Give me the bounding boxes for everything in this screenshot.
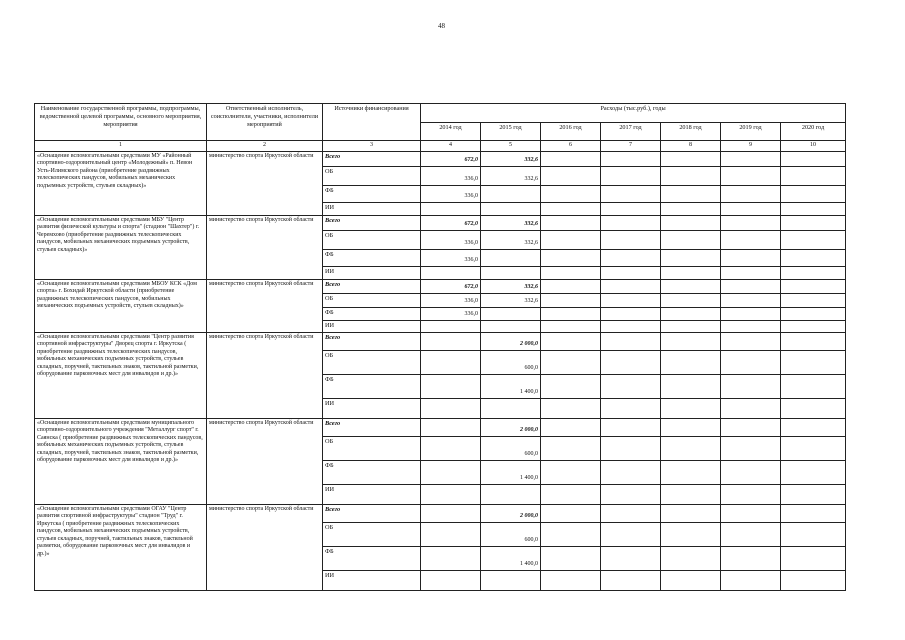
column-index: 4 — [421, 141, 481, 152]
table-row — [35, 418, 846, 436]
header-year: 2020 год — [781, 123, 846, 141]
empty-amount-cell — [661, 307, 721, 320]
amount-cell — [421, 522, 481, 546]
empty-amount-cell — [661, 332, 721, 350]
header-year: 2019 год — [721, 123, 781, 141]
funding-source: Всего — [323, 332, 421, 350]
amount-cell: 336,0 — [421, 166, 481, 185]
amount-cell — [421, 202, 481, 215]
header-year: 2014 год — [421, 123, 481, 141]
expenses-table — [34, 103, 846, 591]
empty-amount-cell — [721, 307, 781, 320]
empty-amount-cell — [661, 293, 721, 307]
empty-amount-cell — [661, 185, 721, 202]
amount-cell: 2 000,0 — [481, 418, 541, 436]
empty-amount-cell — [721, 398, 781, 418]
empty-amount-cell — [781, 307, 846, 320]
funding-source: ИИ — [323, 320, 421, 332]
column-index-row — [35, 141, 846, 152]
empty-amount-cell — [661, 522, 721, 546]
header-name: Наименование государственной программы, подпрограммы, ведомственной целевой программы, основного мероприятия, мероприятия — [35, 104, 207, 141]
measure-executor: министерство спорта Иркутской области — [207, 279, 323, 332]
empty-amount-cell — [601, 484, 661, 504]
empty-amount-cell — [601, 350, 661, 374]
amount-cell — [481, 398, 541, 418]
empty-amount-cell — [541, 249, 601, 266]
funding-source: ОБ — [323, 436, 421, 460]
funding-source: ИИ — [323, 484, 421, 504]
empty-amount-cell — [781, 570, 846, 590]
empty-amount-cell — [781, 166, 846, 185]
empty-amount-cell — [721, 279, 781, 293]
funding-source: ФБ — [323, 249, 421, 266]
measure-executor: министерство спорта Иркутской области — [207, 418, 323, 504]
measure-name: «Оснащение вспомогательными средствами муниципального спортивно-оздоровительного учреждения "Металлург спорт" г. Саянска ( приобретение раздвижных телескопических пандусов, мобильных механических подъемных устройств, стульев складных, поручней, тактильных знаков, тактильной разметки, оборудование парковочных мест для инвалидов и др.)» — [35, 418, 207, 504]
empty-amount-cell — [541, 460, 601, 484]
funding-source: ФБ — [323, 460, 421, 484]
empty-amount-cell — [721, 350, 781, 374]
empty-amount-cell — [721, 546, 781, 570]
empty-amount-cell — [721, 504, 781, 522]
header-expenses: Расходы (тыс.руб.), годы — [421, 104, 846, 123]
measure-name: «Оснащение вспомогательными средствами ОГАУ "Центр развития спортивной инфраструктуры" стадион "Труд" г. Иркутска ( приобретение раздвижных телескопических пандусов, мобильных механических подъемных устройств, стульев складных, поручней, тактильных знаков, тактильной разметки, оборудование парковочных мест для инвалидов и др.)» — [35, 504, 207, 590]
empty-amount-cell — [601, 293, 661, 307]
header-year: 2016 год — [541, 123, 601, 141]
empty-amount-cell — [781, 185, 846, 202]
column-index: 1 — [35, 141, 207, 152]
empty-amount-cell — [661, 484, 721, 504]
empty-amount-cell — [661, 504, 721, 522]
amount-cell — [481, 185, 541, 202]
funding-source: ФБ — [323, 374, 421, 398]
amount-cell: 336,0 — [421, 230, 481, 249]
empty-amount-cell — [661, 546, 721, 570]
empty-amount-cell — [721, 320, 781, 332]
empty-amount-cell — [601, 279, 661, 293]
funding-source: Всего — [323, 151, 421, 166]
header-year: 2015 год — [481, 123, 541, 141]
funding-source: Всего — [323, 418, 421, 436]
column-index: 5 — [481, 141, 541, 152]
amount-cell — [421, 398, 481, 418]
measure-name: «Оснащение вспомогательными средствами МУ «Районный спортивно-оздоровительный центр «Молодежный» п. Невон Усть-Илимского района (приобретение раздвижных телескопических пандусов, мобильных механических подъемных устройств, стульев складных)» — [35, 151, 207, 215]
empty-amount-cell — [601, 185, 661, 202]
amount-cell: 336,0 — [421, 307, 481, 320]
empty-amount-cell — [781, 215, 846, 230]
measure-executor: министерство спорта Иркутской области — [207, 504, 323, 590]
empty-amount-cell — [721, 570, 781, 590]
funding-source: ИИ — [323, 570, 421, 590]
empty-amount-cell — [601, 436, 661, 460]
amount-cell — [481, 249, 541, 266]
empty-amount-cell — [601, 522, 661, 546]
empty-amount-cell — [541, 151, 601, 166]
funding-source: Всего — [323, 215, 421, 230]
empty-amount-cell — [661, 398, 721, 418]
funding-source: ФБ — [323, 185, 421, 202]
empty-amount-cell — [781, 279, 846, 293]
amount-cell — [481, 570, 541, 590]
measure-executor: министерство спорта Иркутской области — [207, 151, 323, 215]
empty-amount-cell — [601, 151, 661, 166]
empty-amount-cell — [541, 570, 601, 590]
measure-name: «Оснащение вспомогательными средствами МБОУ КСК «Дом спорта» г. Бохидай Иркутской области (приобретение раздвижных телескопических пандусов, мобильных механических подъемных устройств, стульев складных)» — [35, 279, 207, 332]
empty-amount-cell — [781, 230, 846, 249]
empty-amount-cell — [781, 332, 846, 350]
amount-cell: 2 000,0 — [481, 332, 541, 350]
empty-amount-cell — [721, 266, 781, 279]
empty-amount-cell — [661, 374, 721, 398]
funding-source: Всего — [323, 279, 421, 293]
empty-amount-cell — [661, 230, 721, 249]
empty-amount-cell — [781, 374, 846, 398]
empty-amount-cell — [781, 249, 846, 266]
empty-amount-cell — [781, 266, 846, 279]
column-index: 6 — [541, 141, 601, 152]
table-row — [35, 332, 846, 350]
amount-cell — [421, 350, 481, 374]
empty-amount-cell — [601, 307, 661, 320]
amount-cell — [421, 546, 481, 570]
empty-amount-cell — [661, 418, 721, 436]
empty-amount-cell — [601, 374, 661, 398]
empty-amount-cell — [541, 522, 601, 546]
funding-source: ОБ — [323, 166, 421, 185]
amount-cell: 672,0 — [421, 151, 481, 166]
amount-cell: 332,6 — [481, 230, 541, 249]
funding-source: Всего — [323, 504, 421, 522]
empty-amount-cell — [601, 320, 661, 332]
empty-amount-cell — [601, 202, 661, 215]
empty-amount-cell — [781, 320, 846, 332]
empty-amount-cell — [721, 202, 781, 215]
measure-name: «Оснащение вспомогательными средствами "Центр развития спортивной инфраструктуры" Дворец спорта г. Иркутска ( приобретение раздвижных телескопических пандусов, мобильных механических подъемных устройств, стульев складных, поручней, тактильных знаков, тактильной разметки, оборудование парковочных мест для инвалидов и др.)» — [35, 332, 207, 418]
empty-amount-cell — [781, 460, 846, 484]
empty-amount-cell — [661, 266, 721, 279]
empty-amount-cell — [781, 350, 846, 374]
empty-amount-cell — [541, 436, 601, 460]
empty-amount-cell — [541, 546, 601, 570]
amount-cell: 1 400,0 — [481, 546, 541, 570]
table-row — [35, 504, 846, 522]
empty-amount-cell — [541, 293, 601, 307]
table-row — [35, 215, 846, 230]
empty-amount-cell — [721, 484, 781, 504]
empty-amount-cell — [541, 398, 601, 418]
amount-cell — [421, 266, 481, 279]
empty-amount-cell — [781, 293, 846, 307]
empty-amount-cell — [721, 293, 781, 307]
column-index: 10 — [781, 141, 846, 152]
funding-source: ОБ — [323, 230, 421, 249]
empty-amount-cell — [661, 350, 721, 374]
amount-cell: 600,0 — [481, 522, 541, 546]
empty-amount-cell — [721, 374, 781, 398]
empty-amount-cell — [781, 202, 846, 215]
measure-executor: министерство спорта Иркутской области — [207, 215, 323, 279]
empty-amount-cell — [601, 249, 661, 266]
amount-cell: 600,0 — [481, 350, 541, 374]
table-row — [35, 151, 846, 166]
header-executor: Ответственный исполнитель, соисполнители, участники, исполнители мероприятий — [207, 104, 323, 141]
amount-cell: 336,0 — [421, 293, 481, 307]
empty-amount-cell — [781, 504, 846, 522]
amount-cell: 332,6 — [481, 166, 541, 185]
funding-source: ОБ — [323, 522, 421, 546]
empty-amount-cell — [661, 570, 721, 590]
amount-cell: 672,0 — [421, 215, 481, 230]
amount-cell — [421, 570, 481, 590]
empty-amount-cell — [661, 460, 721, 484]
empty-amount-cell — [721, 418, 781, 436]
column-index: 2 — [207, 141, 323, 152]
empty-amount-cell — [721, 436, 781, 460]
empty-amount-cell — [661, 436, 721, 460]
empty-amount-cell — [721, 166, 781, 185]
amount-cell — [481, 266, 541, 279]
empty-amount-cell — [721, 249, 781, 266]
empty-amount-cell — [601, 418, 661, 436]
funding-source: ФБ — [323, 546, 421, 570]
column-index: 3 — [323, 141, 421, 152]
empty-amount-cell — [661, 279, 721, 293]
amount-cell: 332,6 — [481, 293, 541, 307]
amount-cell: 336,0 — [421, 249, 481, 266]
empty-amount-cell — [601, 504, 661, 522]
amount-cell — [421, 504, 481, 522]
empty-amount-cell — [781, 418, 846, 436]
empty-amount-cell — [781, 398, 846, 418]
amount-cell — [481, 307, 541, 320]
empty-amount-cell — [601, 398, 661, 418]
amount-cell — [421, 436, 481, 460]
empty-amount-cell — [721, 460, 781, 484]
empty-amount-cell — [781, 546, 846, 570]
empty-amount-cell — [661, 166, 721, 185]
empty-amount-cell — [601, 570, 661, 590]
amount-cell: 336,0 — [421, 185, 481, 202]
header-year: 2017 год — [601, 123, 661, 141]
empty-amount-cell — [721, 151, 781, 166]
amount-cell — [481, 320, 541, 332]
column-index: 7 — [601, 141, 661, 152]
empty-amount-cell — [601, 332, 661, 350]
header-row — [35, 104, 846, 123]
empty-amount-cell — [541, 504, 601, 522]
header-source: Источники финансирования — [323, 104, 421, 141]
empty-amount-cell — [781, 484, 846, 504]
empty-amount-cell — [781, 151, 846, 166]
empty-amount-cell — [661, 202, 721, 215]
empty-amount-cell — [721, 215, 781, 230]
empty-amount-cell — [541, 320, 601, 332]
amount-cell — [421, 418, 481, 436]
empty-amount-cell — [541, 266, 601, 279]
empty-amount-cell — [541, 350, 601, 374]
amount-cell: 332,6 — [481, 215, 541, 230]
empty-amount-cell — [541, 374, 601, 398]
amount-cell: 1 400,0 — [481, 374, 541, 398]
amount-cell — [421, 460, 481, 484]
funding-source: ФБ — [323, 307, 421, 320]
empty-amount-cell — [541, 484, 601, 504]
funding-source: ОБ — [323, 350, 421, 374]
empty-amount-cell — [661, 320, 721, 332]
empty-amount-cell — [541, 230, 601, 249]
empty-amount-cell — [661, 215, 721, 230]
column-index: 9 — [721, 141, 781, 152]
empty-amount-cell — [661, 249, 721, 266]
amount-cell: 672,0 — [421, 279, 481, 293]
empty-amount-cell — [601, 166, 661, 185]
empty-amount-cell — [541, 215, 601, 230]
empty-amount-cell — [541, 307, 601, 320]
empty-amount-cell — [781, 522, 846, 546]
amount-cell: 1 400,0 — [481, 460, 541, 484]
empty-amount-cell — [541, 166, 601, 185]
amount-cell: 600,0 — [481, 436, 541, 460]
measure-executor: министерство спорта Иркутской области — [207, 332, 323, 418]
column-index: 8 — [661, 141, 721, 152]
amount-cell — [421, 332, 481, 350]
empty-amount-cell — [721, 332, 781, 350]
amount-cell: 332,6 — [481, 151, 541, 166]
empty-amount-cell — [601, 546, 661, 570]
empty-amount-cell — [601, 215, 661, 230]
empty-amount-cell — [541, 185, 601, 202]
empty-amount-cell — [721, 185, 781, 202]
amount-cell — [421, 374, 481, 398]
empty-amount-cell — [601, 266, 661, 279]
empty-amount-cell — [541, 279, 601, 293]
funding-source: ИИ — [323, 398, 421, 418]
amount-cell — [481, 202, 541, 215]
table-row — [35, 279, 846, 293]
header-year: 2018 год — [661, 123, 721, 141]
amount-cell — [421, 484, 481, 504]
funding-source: ИИ — [323, 266, 421, 279]
empty-amount-cell — [781, 436, 846, 460]
funding-source: ОБ — [323, 293, 421, 307]
empty-amount-cell — [601, 460, 661, 484]
page-number: 48 — [438, 22, 445, 30]
empty-amount-cell — [721, 230, 781, 249]
empty-amount-cell — [541, 418, 601, 436]
amount-cell — [421, 320, 481, 332]
empty-amount-cell — [541, 332, 601, 350]
amount-cell — [481, 484, 541, 504]
empty-amount-cell — [601, 230, 661, 249]
empty-amount-cell — [541, 202, 601, 215]
empty-amount-cell — [661, 151, 721, 166]
measure-name: «Оснащение вспомогательными средствами МБУ "Центр развития физической культуры и спорта" (стадион "Шахтер") г. Черемхово (приобретение раздвижных телескопических пандусов, мобильных механических подъемных устройств, стульев складных)» — [35, 215, 207, 279]
amount-cell: 332,6 — [481, 279, 541, 293]
funding-source: ИИ — [323, 202, 421, 215]
amount-cell: 2 000,0 — [481, 504, 541, 522]
empty-amount-cell — [721, 522, 781, 546]
